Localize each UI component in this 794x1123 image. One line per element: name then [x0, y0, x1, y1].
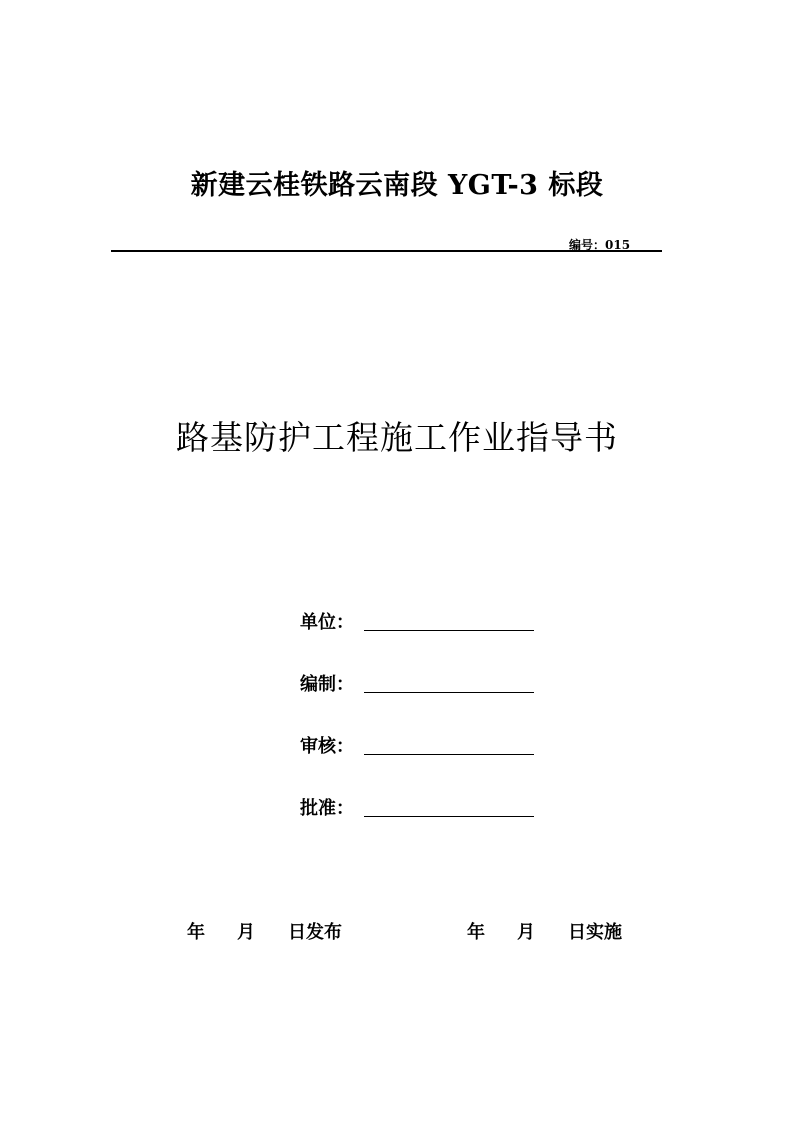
- signature-label: 单位：: [300, 612, 354, 633]
- effective-year-label: 年: [467, 922, 485, 943]
- effective-date: [467, 918, 647, 944]
- effective-day-label: 日实施: [568, 922, 622, 943]
- signature-blank-line: [364, 630, 534, 631]
- signature-row-reviewer: [300, 732, 540, 758]
- signature-label: 批准：: [300, 798, 354, 819]
- signature-row-approver: [300, 794, 540, 820]
- publish-year-label: 年: [187, 922, 205, 943]
- signature-label: 编制：: [300, 674, 354, 695]
- effective-month-label: 月: [517, 922, 535, 943]
- signature-blank-line: [364, 816, 534, 817]
- publish-date: [187, 918, 367, 944]
- header-rule: [111, 250, 662, 252]
- header-title: 新建云桂铁路云南段 YGT-3 标段: [190, 170, 604, 201]
- document-title: 路基防护工程施工作业指导书: [176, 418, 618, 457]
- signature-row-unit: [300, 608, 540, 634]
- signature-blank-line: [364, 692, 534, 693]
- signature-row-compiler: [300, 670, 540, 696]
- publish-month-label: 月: [237, 922, 255, 943]
- signature-blank-line: [364, 754, 534, 755]
- signature-label: 审核：: [300, 736, 354, 757]
- document-number: 编号：015: [569, 238, 631, 252]
- publish-day-label: 日发布: [288, 922, 342, 943]
